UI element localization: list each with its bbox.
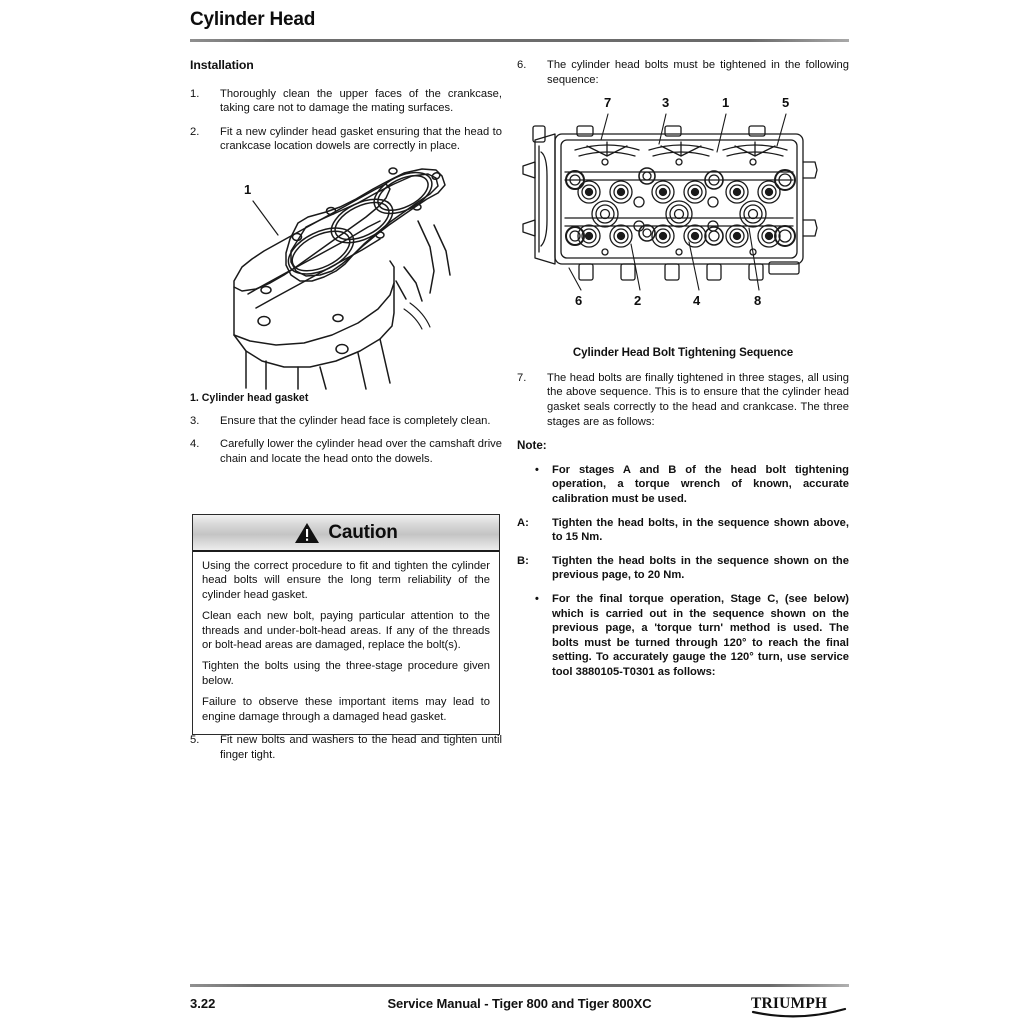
figure-callout-1: 1 — [244, 181, 252, 197]
right-column — [517, 58, 849, 688]
note-heading: Note: — [517, 439, 547, 453]
figure-caption-gasket: 1. Cylinder head gasket — [190, 391, 309, 404]
step-item — [190, 414, 502, 429]
note-text: For stages A and B of the head bolt tightening operation, a torque wrench of known, accurate calibration must be used. — [552, 463, 849, 505]
step-number: 1. — [190, 87, 200, 100]
step-item — [517, 371, 849, 429]
step-text: Fit a new cylinder head gasket ensuring that the head to crankcase location dowels are correctly in place. — [220, 125, 502, 153]
figure-caption-bolt-sequence: Cylinder Head Bolt Tightening Sequence — [572, 346, 794, 360]
step-item — [517, 58, 849, 87]
bolt-label-bottom-1: 6 — [575, 293, 583, 309]
gasket-line-drawing — [190, 163, 502, 391]
step-text: Thoroughly clean the upper faces of the crankcase, taking care not to damage the mating surfaces. — [220, 87, 502, 115]
caution-paragraph: Clean each new bolt, paying particular attention to the threads and under-bolt-head areas. If any of the threads or bolt-head areas are damaged, replace the bolt(s). — [202, 610, 490, 652]
left-column-after-caution — [190, 733, 502, 771]
step-number: 5. — [190, 734, 200, 746]
step-number: 4. — [190, 438, 200, 451]
page-number: 3.22 — [190, 996, 216, 1011]
step-text: Fit new bolts and washers to the head and tighten until finger tight. — [220, 734, 502, 761]
note-marker: A: — [517, 516, 529, 529]
note-marker: • — [535, 463, 539, 476]
step-text: The cylinder head bolts must be tightened in the following sequence: — [547, 59, 849, 86]
triumph-wordmark-icon — [749, 992, 849, 1022]
bolt-label-bottom-3: 4 — [693, 293, 701, 309]
page-header — [190, 8, 850, 32]
note-marker: • — [535, 592, 539, 605]
note-item-stage-a — [517, 516, 849, 545]
warning-triangle-icon — [294, 522, 320, 544]
step-number: 6. — [517, 59, 527, 71]
caution-body — [193, 552, 499, 734]
note-text: For the final torque operation, Stage C, (see below) which is carried out in the sequence shown on the previous page, a 'torque turn' method is used. The bolts must be turned through 120° to reach the final setting. To accurately gauge the 120° turn, use service tool 3880105-T0301 as follows: — [552, 592, 849, 678]
triumph-wordmark-text: TRIUMPH — [751, 995, 828, 1012]
cylinder-head-top-view-drawing — [517, 96, 849, 296]
note-marker: B: — [517, 554, 529, 567]
note-item — [517, 463, 849, 507]
bolt-label-top-3: 1 — [722, 95, 730, 111]
bolt-label-top-1: 7 — [604, 95, 612, 111]
cylinder-head-gasket-figure — [190, 163, 502, 391]
bolt-label-bottom-2: 2 — [634, 293, 642, 309]
bolt-label-top-2: 3 — [662, 95, 670, 111]
caution-paragraph: Tighten the bolts using the three-stage procedure given below. — [202, 660, 490, 687]
section-title-installation: Installation — [190, 58, 254, 72]
step-text: Carefully lower the cylinder head over the camshaft drive chain and locate the head onto the dowels. — [220, 438, 502, 465]
page-footer — [190, 992, 849, 1024]
caution-label: Caution — [328, 521, 398, 543]
note-text: Tighten the head bolts in the sequence shown on the previous page, to 20 Nm. — [552, 554, 849, 582]
footer-divider — [190, 984, 849, 987]
step-item — [190, 733, 502, 762]
step-text: Ensure that the cylinder head face is completely clean. — [220, 414, 491, 427]
step-item — [190, 125, 502, 154]
bolt-label-bottom-4: 8 — [754, 293, 762, 309]
note-item-stage-c — [517, 592, 849, 680]
footer-title: Service Manual - Tiger 800 and Tiger 800XC — [387, 996, 652, 1011]
step-text: The head bolts are finally tightened in three stages, all using the above sequence. This is to ensure that the cylinder head gasket seals correctly to the head and crankcase. The three stages are as follows: — [547, 371, 849, 428]
step-number: 7. — [517, 371, 527, 384]
page-title: Cylinder Head — [190, 9, 316, 30]
caution-header — [193, 515, 499, 552]
step-item — [190, 87, 502, 116]
step-number: 2. — [190, 125, 200, 138]
bolt-sequence-figure — [517, 96, 849, 344]
note-text: Tighten the head bolts, in the sequence shown above, to 15 Nm. — [552, 516, 849, 544]
bolt-label-top-4: 5 — [782, 95, 790, 111]
step-number: 3. — [190, 414, 200, 427]
caution-box — [192, 514, 500, 735]
triumph-logo — [749, 992, 849, 1022]
note-item-stage-b — [517, 554, 849, 583]
left-column — [190, 58, 502, 475]
header-divider — [190, 39, 849, 42]
step-item — [190, 437, 502, 466]
caution-paragraph: Using the correct procedure to fit and tighten the cylinder head bolts will ensure the long term reliability of the cylinder head gasket. — [202, 560, 490, 601]
caution-paragraph: Failure to observe these important items may lead to engine damage through a damaged head gasket. — [202, 696, 490, 723]
